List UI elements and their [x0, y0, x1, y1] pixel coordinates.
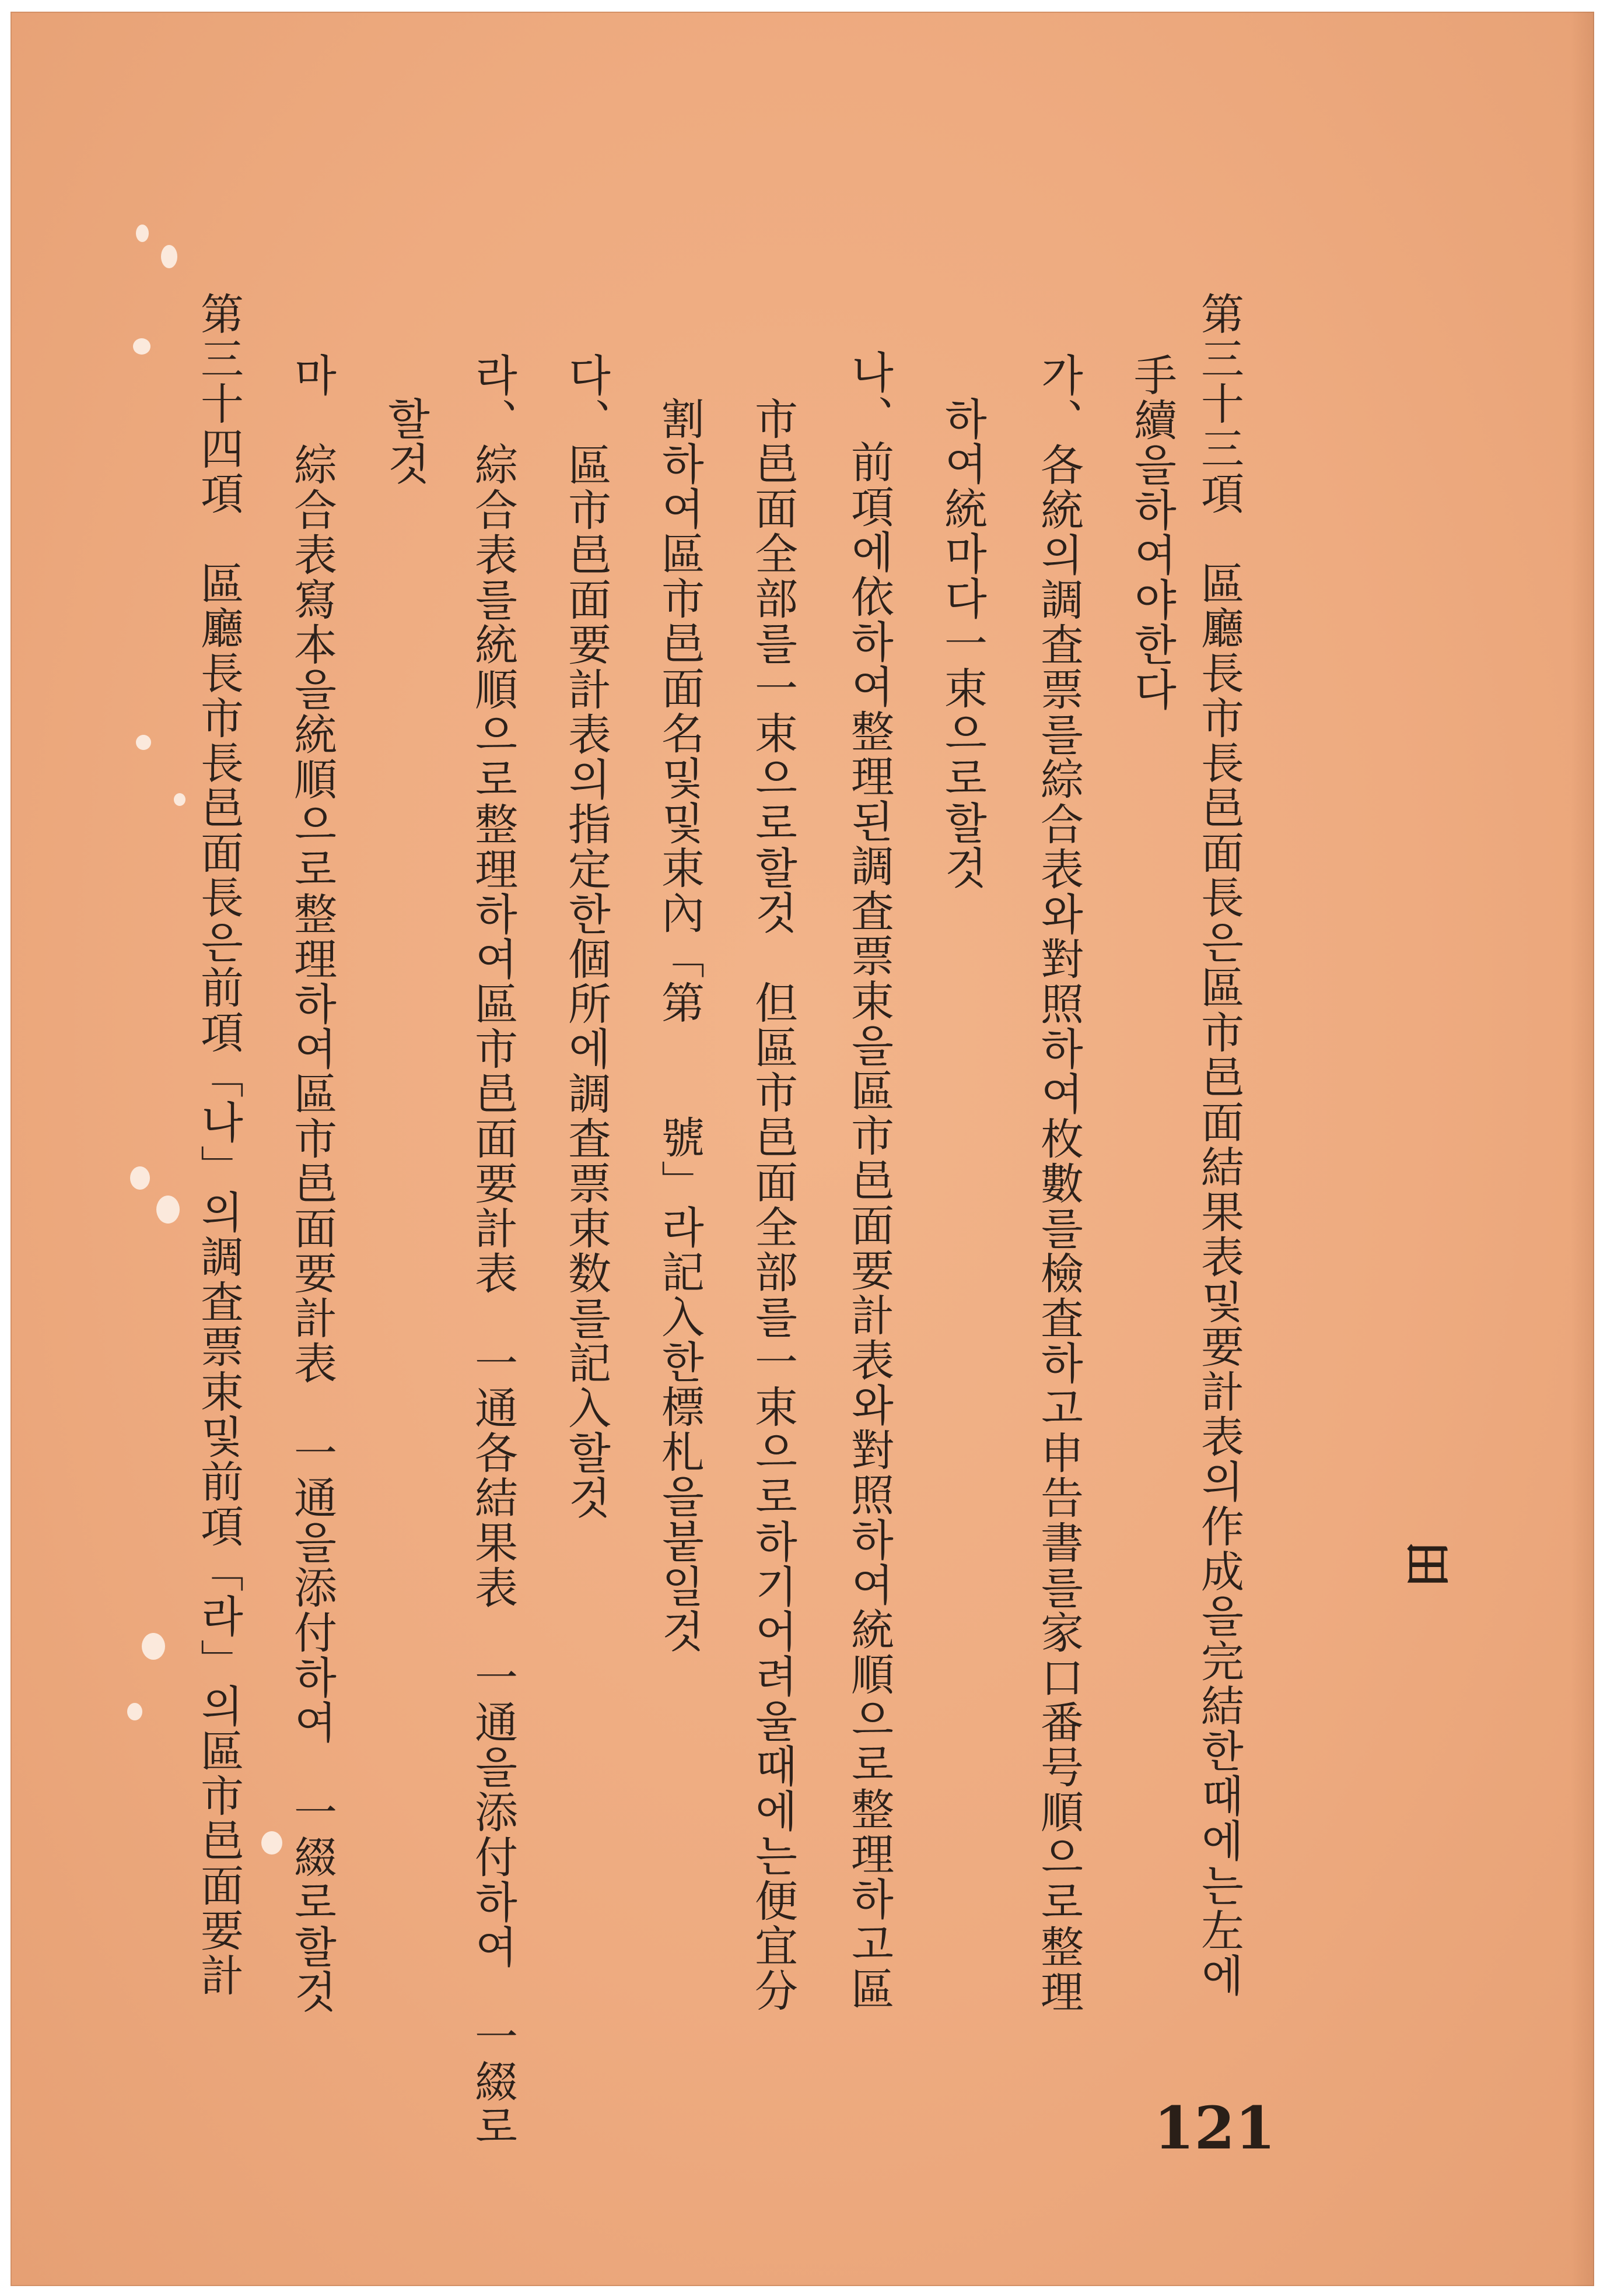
paper-speck — [174, 793, 185, 806]
page-number: 121 — [1154, 2094, 1276, 2162]
text-column-5: 나、前項에依하여整理된調査票束을區市邑面要計表와對照하여統順으로整理하고區 — [844, 350, 894, 2011]
text-column-9: 라、綜合表를統順으로整理하여區市邑面要計表 一通各結果表 一通을添付하여 一綴로 — [468, 353, 518, 2149]
text-column-10: 할것 — [380, 397, 430, 486]
paper-speck — [142, 1633, 165, 1660]
text-column-6: 市邑面全部를一束으로할것 但區市邑面全部를一束으로하기어려울때에는便宜分 — [748, 397, 798, 2013]
paper-speck — [130, 1166, 150, 1190]
paper-speck — [133, 338, 150, 355]
margin-stamp-mark: 田 — [1403, 1541, 1450, 1596]
paper-speck — [261, 1831, 282, 1855]
document-page — [10, 12, 1594, 2286]
text-column-12: 第三十四項 區廳長市長邑面長은前項「나」의調査票束및前項「라」의區市邑面要計 — [194, 292, 244, 1998]
paper-speck — [156, 1196, 180, 1224]
page-edge-shadow — [1571, 12, 1594, 2286]
text-column-3: 가、各統의調査票를綜合表와對照하여枚數를檢査하고申告書를家口番号順으로整理 — [1034, 353, 1084, 2014]
paper-speck — [127, 1703, 142, 1720]
paper-speck — [136, 225, 149, 242]
paper-speck — [136, 735, 151, 750]
text-column-4: 하여統마다一束으로할것 — [937, 397, 988, 891]
text-column-11: 마 綜合表寫本을統順으로整理하여區市邑面要計表 一通을添付하여 一綴로할것 — [287, 353, 337, 2014]
text-column-8: 다、區市邑面要計表의指定한個所에調査票束数를記入할것 — [561, 353, 611, 1520]
text-column-7: 割하여區市邑面名및및束內「第 號」라記入한標札을붙일것 — [654, 397, 705, 1654]
paper-speck — [161, 245, 177, 268]
text-column-1: 第三十三項 區廳長市長邑面長은區市邑面結果表및要計表의作成을完結한때에는左에 — [1194, 292, 1244, 1998]
text-column-2: 手續을하여야한다 — [1127, 353, 1177, 712]
